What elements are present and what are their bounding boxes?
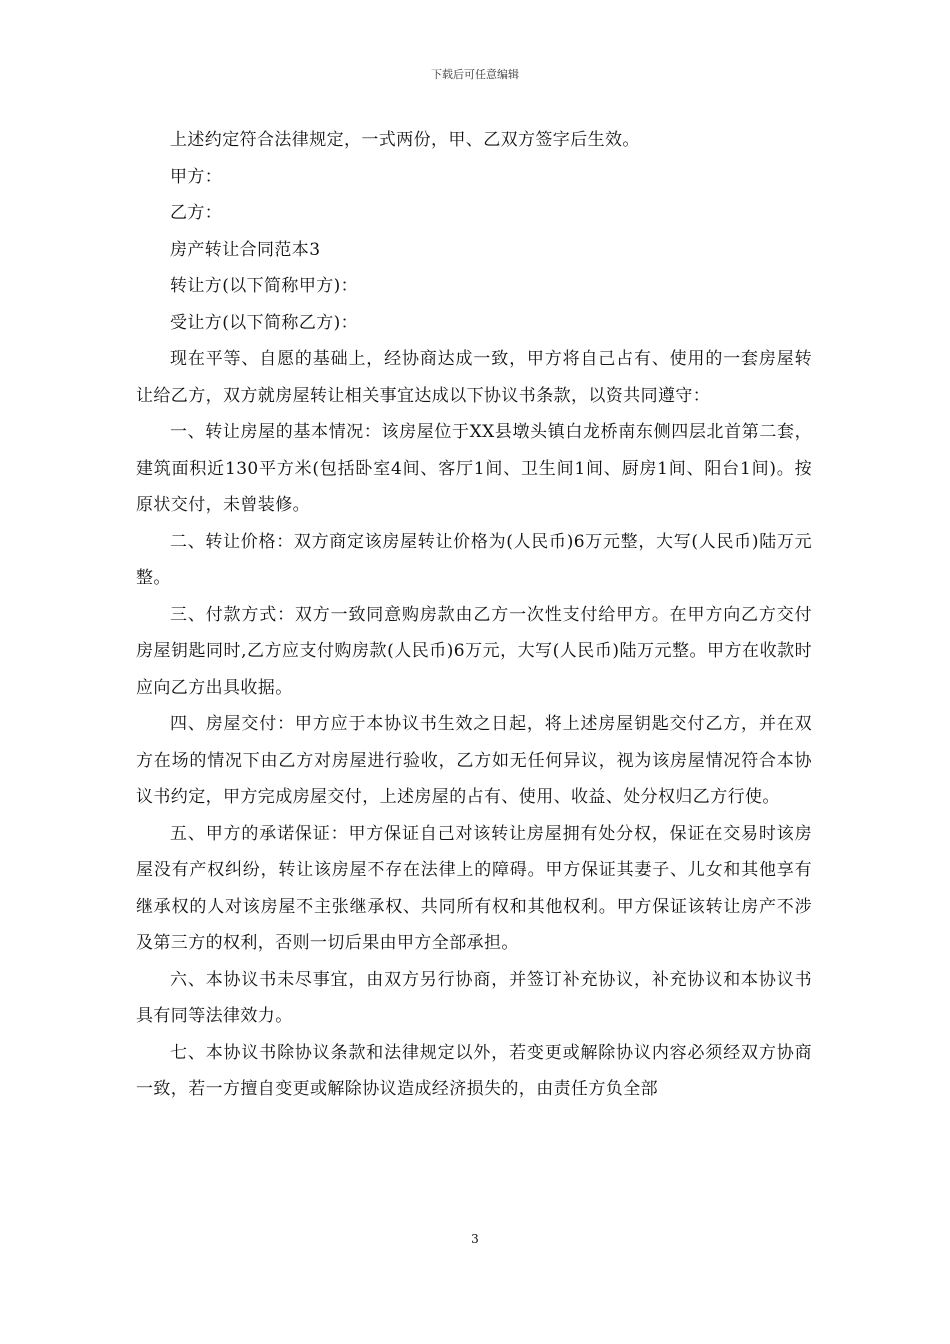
paragraph-preamble: 现在平等、自愿的基础上，经协商达成一致，甲方将自己占有、使用的一套房屋转让给乙方，双方就房屋转让相关事宜达成以下协议书条款，以资共同遵守： xyxy=(136,349,812,406)
clause-6-supplement: 六、本协议书未尽事宜，由双方另行协商，并签订补充协议，补充协议和本协议书具有同等法律效力。 xyxy=(136,969,812,1026)
clause-7-modification: 七、本协议书除协议条款和法律规定以外，若变更或解除协议内容必须经双方协商一致，若一方擅自变更或解除协议造成经济损失的，由责任方负全部 xyxy=(136,1042,812,1099)
document-body xyxy=(136,122,812,1108)
clause-1-property-info: 一、转让房屋的基本情况：该房屋位于XX县墩头镇白龙桥南东侧四层北首第二套，建筑面积近130平方米(包括卧室4间、客厅1间、卫生间1间、厨房1间、阳台1间)。按原状交付，未曾装修。 xyxy=(136,422,812,515)
paragraph-effect-clause: 上述约定符合法律规定，一式两份，甲、乙双方签字后生效。 xyxy=(170,130,640,150)
clause-3-payment: 三、付款方式：双方一致同意购房款由乙方一次性支付给甲方。在甲方向乙方交付房屋钥匙同时,乙方应支付购房款(人民币)6万元，大写(人民币)陆万元整。甲方在收款时应向乙方出具收据。 xyxy=(136,604,812,698)
party-b-signature-line: 乙方： xyxy=(170,203,223,223)
clause-4-delivery: 四、房屋交付：甲方应于本协议书生效之日起，将上述房屋钥匙交付乙方，并在双方在场的情况下由乙方对房屋进行验收，乙方如无任何异议，视为该房屋情况符合本协议书约定，甲方完成房屋交付，上述房屋的占有、使用、收益、处分权归乙方行使。 xyxy=(136,714,812,807)
contract-title: 房产转让合同范本3 xyxy=(170,239,321,260)
clause-2-price: 二、转让价格：双方商定该房屋转让价格为(人民币)6万元整，大写(人民币)陆万元整。 xyxy=(136,531,812,588)
page-header-note: 下载后可任意编辑 xyxy=(431,68,519,81)
party-a-signature-line: 甲方： xyxy=(170,166,223,187)
transferor-line: 转让方(以下简称甲方)： xyxy=(170,276,359,296)
transferee-line: 受让方(以下简称乙方)： xyxy=(170,312,359,333)
clause-5-guarantee: 五、甲方的承诺保证：甲方保证自己对该转让房屋拥有处分权，保证在交易时该房屋没有产权纠纷，转让该房屋不存在法律上的障碍。甲方保证其妻子、儿女和其他享有继承权的人对该房屋不主张继承权、共同所有权和其他权利。甲方保证该转让房产不涉及第三方的权利，否则一切后果由甲方全部承担。 xyxy=(136,823,812,953)
page-number: 3 xyxy=(471,1232,479,1246)
